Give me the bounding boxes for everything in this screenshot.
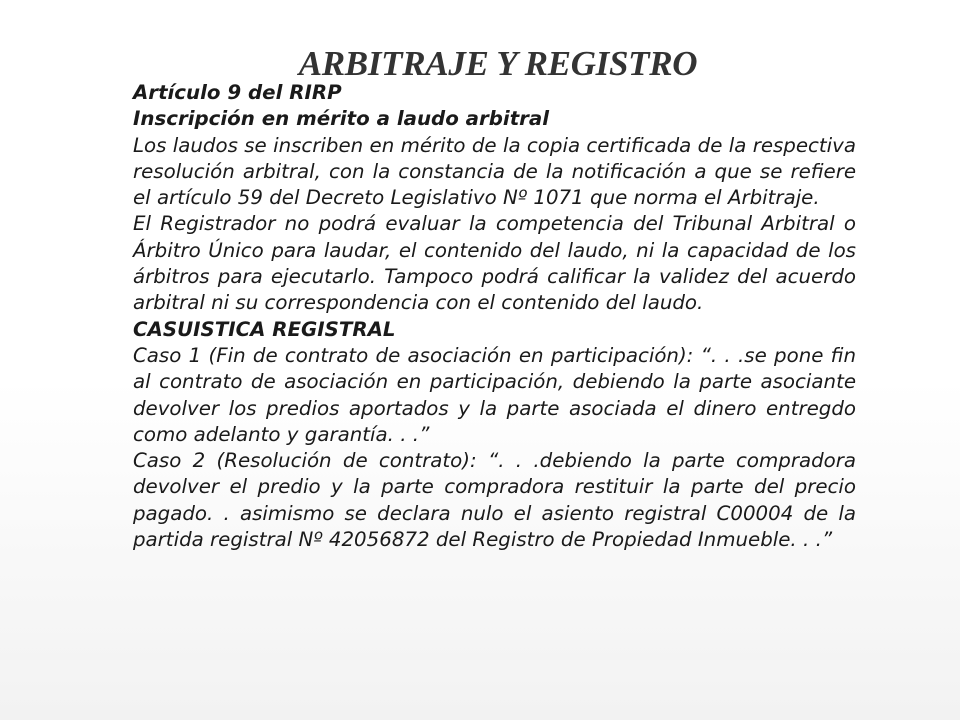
section-heading: CASUISTICA REGISTRAL [133, 317, 396, 341]
article-subheading: Inscripción en mérito a laudo arbitral [133, 107, 550, 131]
case-1-text: Caso 1 (Fin de contrato de asociación en participación): “. . .se pone fin al contrato de asociación en participación, debiendo la parte asociante devolver los predios aportados y la parte asociada el dinero entregdo como adelanto y garantía. . .” [133, 343, 856, 446]
slide-title: ARBITRAJE Y REGISTRO [298, 44, 698, 83]
article-heading: Artículo 9 del RIRP [133, 81, 342, 104]
paragraph-notification: Los laudos se inscriben en mérito de la copia certificada de la respectiva resolución arbitral, con la constancia de la notificación a que se refiere el artículo 59 del Decreto Legislativo Nº 1071 que norma el Arbitraje. [133, 133, 856, 210]
slide-body [133, 80, 856, 553]
paragraph-registrar: El Registrador no podrá evaluar la competencia del Tribunal Arbitral o Árbitro Único para laudar, el contenido del laudo, ni la capacidad de los árbitros para ejecutarlo. Tampoco podrá calificar la validez del acuerdo arbitral ni su correspondencia con el contenido del laudo. [133, 212, 856, 315]
case-2-text: Caso 2 (Resolución de contrato): “. . .debiendo la parte compradora devolver el predio y la parte compradora restituir la parte del precio pagado. . asimismo se declara nulo el asiento registral C00004 de la partida registral Nº 42056872 del Registro de Propiedad Inmueble. . .” [133, 449, 856, 552]
